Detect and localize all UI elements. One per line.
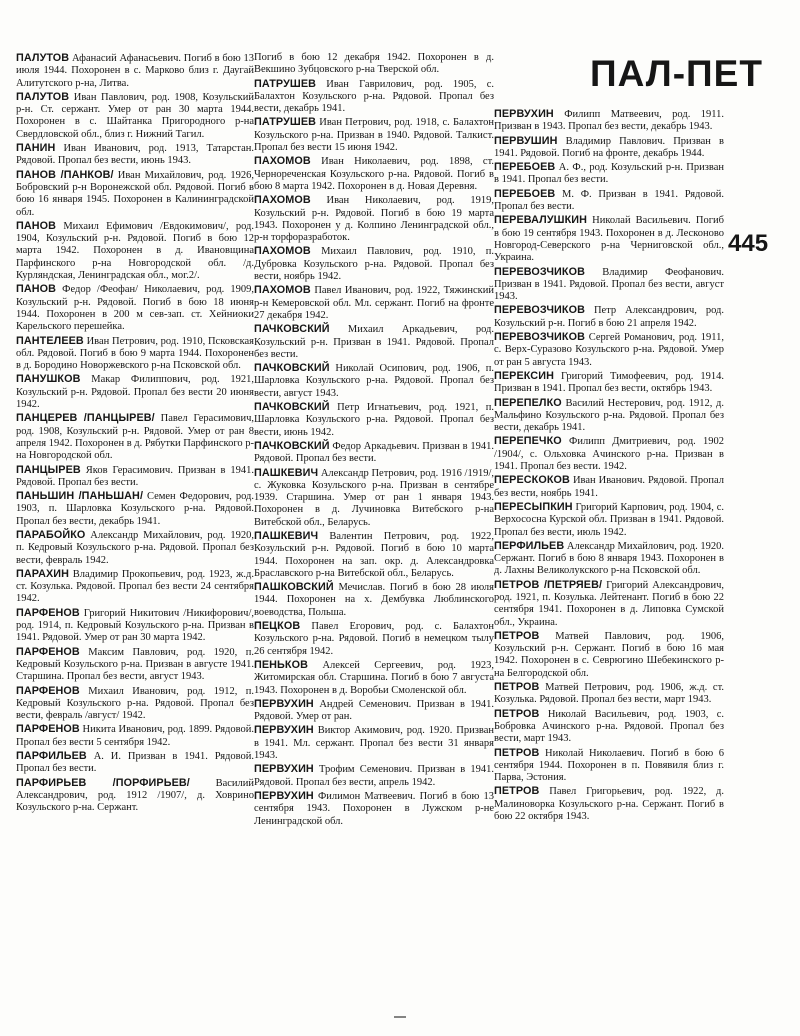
entry-text: Семен Федорович, род. 1903, п. Шарловка Козульского р-на. Рядовой. Пропал без вести, декабрь 1941. <box>16 491 254 527</box>
entry-text: Григорий Тимофеевич, род. 1914. Призван в 1941. Пропал без вести, октябрь 1943. <box>494 370 724 395</box>
entry-text: Андрей Семенович. Призван в 1941. Рядовой. Умер от ран. <box>254 698 494 723</box>
entry <box>16 283 254 333</box>
column-2 <box>254 52 494 984</box>
entry <box>254 362 494 400</box>
entry <box>494 785 724 823</box>
entry-surname: ПЕНЬКОВ <box>254 658 309 671</box>
entry-surname: ПАЛУТОВ <box>16 90 70 103</box>
entry-text: Федор Аркадьевич. Призван в 1941. Рядовой. Пропал без вести. <box>254 440 494 465</box>
entry-text: Иван Иванович. Рядовой. Пропал без вести, ноябрь 1941. <box>494 475 724 499</box>
entry-surname: ПАНИН <box>16 142 56 155</box>
entry-text: Иван Иванович, род. 1913, Татарстан. Рядовой. Пропал без вести, июнь 1943. <box>16 143 254 167</box>
footer-dash-icon <box>360 1008 440 1026</box>
entry-surname: ПЕТРОВ <box>494 746 540 759</box>
entry-surname: ПАЧКОВСКИЙ <box>254 323 330 336</box>
entry-text: Николай Осипович, род. 1906, п. Шарловка Козульского р-на. Рядовой. Пропал без вести, август 1943. <box>254 363 494 399</box>
entry <box>254 530 494 580</box>
column-1 <box>16 52 254 984</box>
entry-surname: ПЕРЕСКОКОВ <box>494 474 570 487</box>
entry-text: Павел Герасимович, род. 1908, Козульский р-н. Рядовой. Умер от ран 8 апреля 1942. Похоронен в д. Рябутки Парфинского р-на Новгородской обл. <box>16 413 254 462</box>
entry-text: Сергей Романович, род. 1911, с. Верх-Суразово Козульского р-на. Рядовой. Умер от ран 5 августа 1943. <box>494 332 724 368</box>
entry <box>16 777 254 815</box>
entry-text: Григорий Никитович /Никифорович/, род. 1914, п. Кедровый Козульского р-на. Призван в 1941. Рядовой. Умер от ран 30 марта 1942. <box>16 607 254 644</box>
entry-text: А. Ф., род. Козульский р-н. Призван в 1941. Пропал без вести. <box>494 162 724 186</box>
entry <box>494 435 724 473</box>
entry-surname: ПАНОВ /ПАНКОВ/ <box>16 168 114 181</box>
entry-text: Павел Иванович, род. 1922, Тяжинский р-н Кемеровской обл. Мл. сержант. Погиб на фронте 27 декабря 1942. <box>254 285 494 321</box>
entry-text: Иван Гаврилович, род. 1905, с. Балахтон Козульского р-на. Рядовой. Пропал без вести, декабрь 1941. <box>254 78 494 115</box>
entry <box>16 464 254 490</box>
entry-text: Николай Николаевич. Погиб в бою 6 сентября 1944. Похоронен в п. Повявиля близ г. Парва, Эстония. <box>494 747 724 784</box>
entry-surname: ПЕРЕПЕЛКО <box>494 396 562 409</box>
page-number: 445 <box>728 230 769 257</box>
entry <box>494 540 724 578</box>
entry-text: Григорий Александрович, род. 1921, п. Козулька. Лейтенант. Погиб в бою 22 сентября 1941. Похоронен в д. Липовка Сумской обл., Украина. <box>494 579 724 628</box>
entry-surname: ПЕРЕВОЗЧИКОВ <box>494 331 585 344</box>
entry-surname: ПАНУШКОВ <box>16 373 81 386</box>
entry-surname: ПАРФЕНОВ <box>16 723 80 736</box>
entry-surname: ПЕТРОВ <box>494 681 540 694</box>
entry <box>16 490 254 528</box>
entry-text: Григорий Карпович, род. 1904, с. Верхососна Курской обл. Призван в 1941. Рядовой. Пропал без вести, июль 1942. <box>494 501 724 538</box>
entry <box>254 620 494 658</box>
entry-surname: ПЕРЕПЕЧКО <box>494 435 562 448</box>
column-3 <box>494 108 724 984</box>
entry-text: Александр Михайлович, род. 1920. Сержант. Погиб в бою 8 января 1943. Похоронен в д. Лахны Великолукского р-на Псковской обл. <box>494 540 724 577</box>
entry-text: Александр Михайлович, род. 1920, п. Кедровый Козульского р-на. Рядовой. Пропал без вести, февраль 1942. <box>16 529 254 566</box>
entry-surname: ПАХОМОВ <box>254 245 311 258</box>
entry-text: Николай Васильевич. Погиб в бою 19 сентября 1943. Похоронен в д. Лесконово Новгород-Северского р-на Черниговской обл., Украина. <box>494 215 724 264</box>
entry <box>16 220 254 282</box>
entry-surname: ПЕТРОВ <box>494 707 540 720</box>
entry-surname: ПЕРЕБОЕВ <box>494 187 556 200</box>
entry <box>16 529 254 567</box>
entry-text: Мечислав. Погиб в бою 28 июля 1944. Похоронен на х. Дембувка Люблинского воеводства, Польша. <box>254 582 494 618</box>
entry-surname: ПЕРЕВОЗЧИКОВ <box>494 265 585 278</box>
entry-text: Матвей Павлович, род. 1906, Козульский р-н. Сержант. Погиб в бою 16 мая 1942. Похоронен в с. Севрюгино Шебекинского р-на Белгородской обл. <box>494 630 724 679</box>
entry-text: Михаил Павлович, род. 1910, п. Дубровка Козульского р-на. Рядовой. Пропал без вести, ноябрь 1942. <box>254 246 494 283</box>
entry <box>494 108 724 134</box>
entry-surname: ПЕРЕВОЗЧИКОВ <box>494 304 585 317</box>
entry-surname: ПЕРВУХИН <box>494 108 554 120</box>
entry-text: Трофим Семенович. Призван в 1941. Рядовой. Пропал без вести, апрель 1942. <box>254 764 494 788</box>
entry-surname: ПАРАХИН <box>16 567 70 580</box>
entry-text: Николай Васильевич, род. 1903, с. Бобровка Ачинского р-на. Рядовой. Пропал без вести, март 1943. <box>494 708 724 745</box>
entry <box>254 467 494 529</box>
entry-surname: ПАНОВ <box>16 219 57 232</box>
entry-text: Михаил Иванович, род. 1912, п. Кедровый Козульского р-на. Рядовой. Пропал без вести, февраль /август/ 1942. <box>16 685 254 722</box>
entry <box>16 169 254 219</box>
entry-text: Яков Герасимович. Призван в 1941. Рядовой. Пропал без вести. <box>16 464 254 488</box>
entry-surname: ПЕРВУХИН <box>254 789 314 802</box>
entry <box>16 142 254 168</box>
entry <box>254 401 494 439</box>
entry-text: Иван Павлович, род. 1908, Козульский р-н. Ст. сержант. Умер от ран 30 марта 1944. Похоронен в с. Шайтанка Пригородного р-на Свердловской обл., близ г. Нижний Тагил. <box>16 91 254 140</box>
entry-text: Филимон Матвеевич. Погиб в бою 13 сентября 1943. Похоронен в Лужском р-не Ленинградской обл. <box>254 790 494 827</box>
entry-text: Василий Александрович, род. 1912 /1907/, д. Ховрино Козульского р-на. Сержант. <box>16 777 254 814</box>
entry-text: Владимир Феофанович. Призван в 1941. Рядовой. Пропал без вести, август 1943. <box>494 266 724 303</box>
entry-text: Иван Николаевич, род. 1898, ст. Чернореченская Козульского р-на. Рядовой. Погиб в бою 8 марта 1942. Похоронен в д. Новая Деревня. <box>254 156 494 192</box>
entry <box>254 155 494 193</box>
entry-surname: ПЕРВУХИН <box>254 724 314 737</box>
entry-surname: ПЕТРОВ /ПЕТРЯЕВ/ <box>494 578 603 591</box>
entry-surname: ПЕРЕВАЛУШКИН <box>494 214 588 227</box>
entry-text: Погиб в бою 12 декабря 1942. Похоронен в д. Векшино Зубцовского р-на Тверской обл. <box>254 52 494 76</box>
entry <box>254 790 494 828</box>
entry <box>16 91 254 141</box>
entry-text: Петр Александрович, род. Козульский р-н. Погиб в бою 21 апреля 1942. <box>494 305 724 329</box>
entry-text: Максим Павлович, род. 1920, п. Кедровый Козульского р-на. Призван в августе 1941. Старшина. Пропал без вести, август 1943. <box>16 646 254 683</box>
entry <box>16 685 254 723</box>
entry-text: Павел Егорович, род. с. Балахтон Козульского р-на. Рядовой. Погиб в немецком тылу 26 сентября 1942. <box>254 621 494 657</box>
entry <box>16 723 254 749</box>
entry-surname: ПЕРЕКСИН <box>494 369 554 382</box>
entry <box>16 646 254 684</box>
entry <box>494 370 724 396</box>
entry <box>494 331 724 369</box>
entry-text: Федор /Феофан/ Николаевич, род. 1909, Козульский р-н. Рядовой. Погиб в бою 18 июня 1944. Похоронен в 200 м сев-зап. ст. Хейниоки Карельского перешейка. <box>16 284 254 333</box>
entry-surname: ПАЧКОВСКИЙ <box>254 401 330 414</box>
entry-text: Филипп Дмитриевич, род. 1902 /1904/, с. Ольховка Ачинского р-на. Призван в 1941. Пропал без вести. 1942. <box>494 436 724 473</box>
entry-text: Владимир Павлович. Призван в 1941. Рядовой. Погиб на фронте, декабрь 1944. <box>494 135 724 159</box>
entry-text: Александр Петрович, род. 1916 /1919/, с. Жуковка Козульского р-на. Призван в сентябре 1939. Старшина. Умер от ран 1 января 1943. Похоронен в д. Лучиновка Витебского р-на Витебской обл., Беларусь. <box>254 467 494 528</box>
entry-surname: ПЕРВУХИН <box>254 763 314 776</box>
entry-text: Иван Петрович, род. 1918, с. Балахтон Козульского р-на. Призван в 1940. Рядовой. Талкист. Пропал без вести 15 июня 1942. <box>254 117 494 154</box>
entry-text: Валентин Петрович, род. 1922, Козульский р-н. Рядовой. Погиб в бою 10 марта 1944. Похоронен на зап. окр. д. Александровка Браславского р-на Витебской обл., Беларусь. <box>254 530 494 579</box>
entry <box>254 581 494 619</box>
entry <box>254 245 494 283</box>
entry <box>494 747 724 785</box>
entry <box>494 397 724 435</box>
entry-surname: ПЕРВУХИН <box>254 697 314 710</box>
entry-surname: ПЕРЕБОЕВ <box>494 161 556 174</box>
entry-text: Алексей Сергеевич, род. 1923, Житомирская обл. Старшина. Погиб в бою 7 августа 1943. Похоронен в д. Воробьи Смоленской обл. <box>254 659 494 696</box>
entry <box>254 763 494 789</box>
entry-surname: ПАРФЕНОВ <box>16 645 80 658</box>
entry <box>16 373 254 411</box>
entry-text: А. И. Призван в 1941. Рядовой. Пропал без вести. <box>16 751 254 775</box>
entry-text: Михаил Ефимович /Евдокимович/, род. 1904, Козульский р-н. Рядовой. Погиб в бою 12 марта 1942. Похоронен в д. Ивановщина Парфинского р-на Новгородской обл. /д. Курляндская, Ленинградская обл., мог.2/. <box>16 220 254 282</box>
entry <box>254 440 494 466</box>
entry <box>16 412 254 462</box>
entry-surname: ПАНЬШИН /ПАНЬШАН/ <box>16 490 144 503</box>
entry-surname: ПАРФЕНОВ <box>16 684 80 697</box>
entry <box>16 335 254 373</box>
entry <box>494 161 724 187</box>
entry-surname: ПАНОВ <box>16 283 57 296</box>
entry-surname: ПАШКЕВИЧ <box>254 466 319 479</box>
entry-surname: ПАРФИЛЬЕВ <box>16 750 87 763</box>
entry <box>494 630 724 680</box>
entry <box>494 214 724 264</box>
entry <box>254 78 494 116</box>
entry-surname: ПАТРУШЕВ <box>254 77 317 90</box>
entry <box>16 607 254 645</box>
entry-surname: ПЕРВУШИН <box>494 134 558 147</box>
entry-text: Петр Игнатьевич, род. 1921, п. Шарловка Козульского р-на. Рядовой. Пропал без вести, июнь 1942. <box>254 402 494 438</box>
entry-text: Павел Григорьевич, род. 1922, д. Малиноворка Козульского р-на. Сержант. Погиб в бою 22 октября 1943. <box>494 786 724 823</box>
entry <box>16 52 254 90</box>
entry <box>494 304 724 330</box>
entry-surname: ПЕРЕСЫПКИН <box>494 500 573 513</box>
entry-text: Владимир Прокопьевич, род. 1923, ж.д. ст. Козулька. Рядовой. Пропал без вести 24 сентября 1942. <box>16 568 254 605</box>
page-heading: ПАЛ-ПЕТ <box>590 53 763 94</box>
entry-text: Афанасий Афанасьевич. Погиб в бою 13 июля 1944. Похоронен в с. Марково близ г. Даугай Алитутского р-на, Литва. <box>16 53 254 89</box>
entry-text: Иван Николаевич, род. 1919, Козульский р-н. Рядовой. Погиб в бою 19 марта 1943. Похоронен у д. Колпино Ленинградской обл., р-н торфоразработок. <box>254 195 494 244</box>
entry-text: Василий Нестерович, род. 1912, д. Мальфино Козульского р-на. Рядовой. Пропал без вести, декабрь 1941. <box>494 397 724 434</box>
entry-surname: ПАНЦЕРЕВ /ПАНЦЫРЕВ/ <box>16 412 155 425</box>
entry-surname: ПАТРУШЕВ <box>254 116 317 129</box>
entry <box>254 284 494 322</box>
entry <box>254 659 494 697</box>
entry <box>494 501 724 539</box>
entry-surname: ПАЛУТОВ <box>16 52 70 64</box>
entry-surname: ПАЧКОВСКИЙ <box>254 362 330 375</box>
entry <box>494 188 724 214</box>
entry-text: Филипп Матвеевич, род. 1911. Призван в 1943. Пропал без вести, декабрь 1943. <box>494 109 724 133</box>
entry <box>254 194 494 244</box>
entry-text: Иван Петрович, род. 1910, Псковская обл. Рядовой. Погиб в бою 9 марта 1944. Похоронен в д. Бородино Новоржевского р-на Псковской обл. <box>16 335 254 372</box>
entry <box>254 52 494 77</box>
entry-surname: ПАХОМОВ <box>254 284 311 297</box>
entry-surname: ПЕТРОВ <box>494 785 540 798</box>
entry-text: Никита Иванович, род. 1899. Рядовой. Пропал без вести 5 сентября 1942. <box>16 724 254 748</box>
entry <box>16 568 254 606</box>
entry <box>494 579 724 629</box>
entry-surname: ПАРФЕНОВ <box>16 606 80 619</box>
entry-text: М. Ф. Призван в 1941. Рядовой. Пропал без вести. <box>494 188 724 213</box>
entry <box>494 681 724 707</box>
entry-text: Виктор Акимович, род. 1920. Призван в 1941. Мл. сержант. Пропал без вести 31 января 1943. <box>254 725 494 762</box>
entry-surname: ПАХОМОВ <box>254 155 311 168</box>
entry-surname: ПАНЦЫРЕВ <box>16 463 81 476</box>
entry-surname: ПАРАБОЙКО <box>16 528 86 541</box>
entry <box>254 116 494 154</box>
entry <box>494 474 724 500</box>
entry-surname: ПЕТРОВ <box>494 629 540 642</box>
entry-text: Макар Филиппович, род. 1921, Козульский р-н. Рядовой. Пропал без вести 20 июня 1942. <box>16 374 254 411</box>
entry-surname: ПЕРФИЛЬЕВ <box>494 539 565 552</box>
entry-surname: ПАНТЕЛЕЕВ <box>16 334 84 347</box>
entry <box>254 698 494 724</box>
entry <box>16 750 254 776</box>
entry <box>254 724 494 762</box>
entry-text: Матвей Петрович, род. 1906, ж.д. ст. Козулька. Рядовой. Пропал без вести, март 1943. <box>494 682 724 706</box>
entry-surname: ПАРФИРЬЕВ /ПОРФИРЬЕВ/ <box>16 776 190 789</box>
entry-text: Иван Михайлович, род. 1926, Бобровский р-н Воронежской обл. Рядовой. Погиб в бою 16 января 1945. Похоронен в Калининградской обл. <box>16 169 254 218</box>
entry-surname: ПЕЦКОВ <box>254 620 301 633</box>
entry <box>494 266 724 304</box>
entry <box>494 135 724 161</box>
entry-surname: ПАШКЕВИЧ <box>254 529 319 542</box>
entry <box>494 708 724 746</box>
entry <box>254 323 494 361</box>
entry-surname: ПАХОМОВ <box>254 194 311 207</box>
entry-surname: ПАШКОВСКИЙ <box>254 581 334 594</box>
entry-text: Михаил Аркадьевич, род. Козульский р-н. Призван в 1941. Рядовой. Пропал без вести. <box>254 324 494 360</box>
entry-surname: ПАЧКОВСКИЙ <box>254 439 330 452</box>
